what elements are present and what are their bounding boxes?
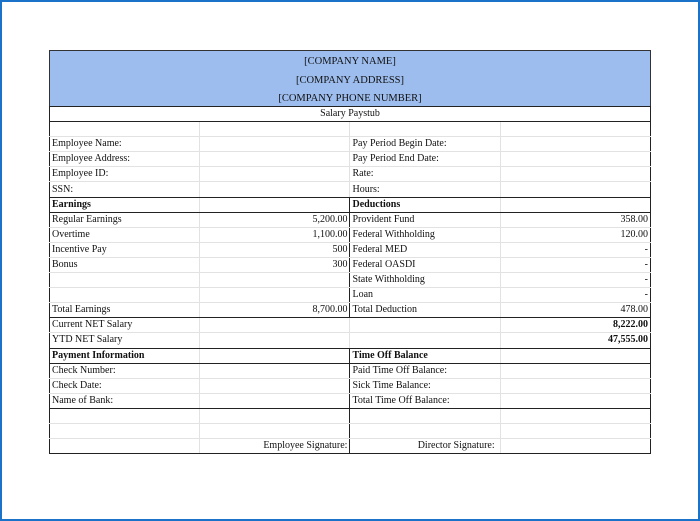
deduction-value[interactable]: - (500, 242, 650, 257)
total-deduction-value: 478.00 (500, 303, 650, 318)
deduction-value[interactable]: - (500, 257, 650, 272)
employee-address-label: Employee Address: (50, 152, 200, 167)
earning-label: Regular Earnings (50, 212, 200, 227)
director-signature-label: Director Signature: (415, 439, 565, 454)
employee-signature-label: Employee Signature: (200, 439, 350, 454)
check-number-label: Check Number: (50, 363, 200, 378)
paystub-title: Salary Paystub (50, 107, 651, 122)
paid-time-off-value[interactable] (500, 363, 650, 378)
hours-label: Hours: (350, 182, 500, 197)
earning-label: Overtime (50, 227, 200, 242)
earning-value[interactable]: 5,200.00 (200, 212, 350, 227)
table-row (50, 273, 651, 288)
deduction-label: Provident Fund (350, 212, 500, 227)
company-address: [COMPANY ADDRESS] (295, 74, 405, 86)
deduction-value[interactable]: - (500, 288, 650, 303)
rate-label: Rate: (350, 167, 500, 182)
check-date-label: Check Date: (50, 378, 200, 393)
table-row (50, 242, 651, 257)
deduction-label: Federal Withholding (350, 227, 500, 242)
earning-value[interactable]: 1,100.00 (200, 227, 350, 242)
ssn-label: SSN: (50, 182, 200, 197)
deduction-label: State Withholding (350, 273, 500, 288)
pay-period-begin-label: Pay Period Begin Date: (350, 137, 500, 152)
total-deduction-label: Total Deduction (350, 303, 500, 318)
time-off-heading: Time Off Balance (350, 348, 500, 363)
employee-name-value[interactable] (200, 137, 350, 152)
sick-time-label: Sick Time Balance: (350, 378, 500, 393)
table-row (50, 288, 651, 303)
total-earnings-value: 8,700.00 (200, 303, 350, 318)
employee-id-label: Employee ID: (50, 167, 200, 182)
bank-name-value[interactable] (200, 393, 350, 408)
ytd-net-value: 47,555.00 (500, 333, 650, 348)
ytd-net-label: YTD NET Salary (50, 333, 200, 348)
current-net-value: 8,222.00 (500, 318, 650, 333)
pay-period-end-label: Pay Period End Date: (350, 152, 500, 167)
hours-value[interactable] (500, 182, 650, 197)
check-date-value[interactable] (200, 378, 350, 393)
employee-name-label: Employee Name: (50, 137, 200, 152)
pay-period-end-value[interactable] (500, 152, 650, 167)
total-time-off-value[interactable] (500, 393, 650, 408)
paid-time-off-label: Paid Time Off Balance: (350, 363, 500, 378)
paystub-sheet (49, 50, 651, 454)
deduction-label: Federal MED (350, 242, 500, 257)
employee-address-value[interactable] (200, 152, 350, 167)
company-header (49, 50, 651, 106)
table-row (50, 212, 651, 227)
paystub-table (49, 106, 651, 454)
pay-period-begin-value[interactable] (500, 137, 650, 152)
earning-value[interactable]: 300 (200, 257, 350, 272)
current-net-label: Current NET Salary (50, 318, 200, 333)
table-row (50, 227, 651, 242)
company-phone: [COMPANY PHONE NUMBER] (278, 93, 422, 104)
deduction-value[interactable]: - (500, 273, 650, 288)
deduction-value[interactable]: 358.00 (500, 212, 650, 227)
total-earnings-label: Total Earnings (50, 303, 200, 318)
sick-time-value[interactable] (500, 378, 650, 393)
ssn-value[interactable] (200, 182, 350, 197)
earnings-heading: Earnings (50, 197, 200, 212)
check-number-value[interactable] (200, 363, 350, 378)
earning-value[interactable]: 500 (200, 242, 350, 257)
payment-info-heading: Payment Information (50, 348, 200, 363)
company-name: [COMPANY NAME] (304, 56, 396, 67)
deduction-label: Federal OASDI (350, 257, 500, 272)
earning-label: Incentive Pay (50, 242, 200, 257)
table-row (50, 257, 651, 272)
deduction-value[interactable]: 120.00 (500, 227, 650, 242)
deductions-heading: Deductions (350, 197, 500, 212)
rate-value[interactable] (500, 167, 650, 182)
deduction-label: Loan (350, 288, 500, 303)
bank-name-label: Name of Bank: (50, 393, 200, 408)
total-time-off-label: Total Time Off Balance: (350, 393, 500, 408)
earning-label: Bonus (50, 257, 200, 272)
employee-id-value[interactable] (200, 167, 350, 182)
